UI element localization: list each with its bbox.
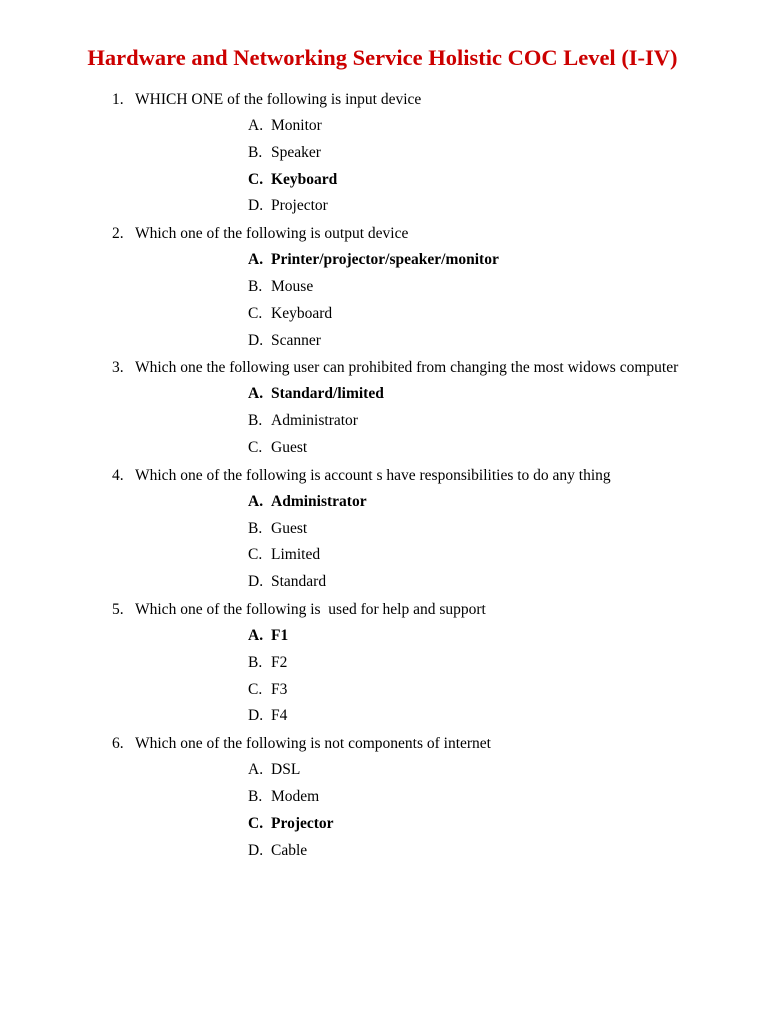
option-item [0,623,768,650]
option-item [0,167,768,194]
question-line [0,730,768,757]
option-letter: A. [248,385,264,403]
option-item [0,328,768,355]
option-letter: A. [248,251,264,269]
option-letter: D. [248,707,264,725]
question-text: Which one the following user can prohibited from changing the most widows computer [135,359,679,377]
option-list [0,381,768,461]
option-list [0,489,768,596]
option-item [0,811,768,838]
option-item [0,435,768,462]
option-letter: B. [248,653,263,671]
option-letter: B. [248,412,263,430]
question-list [0,86,768,864]
question-line [0,354,768,381]
option-text: Guest [271,438,308,456]
option-item [0,301,768,328]
option-text: Monitor [271,117,322,134]
question-text: Which one of the following is used for help and support [135,600,486,618]
option-item [0,140,768,167]
option-text: Scanner [271,331,321,349]
option-item [0,381,768,408]
option-text: F2 [271,653,288,671]
question-line [0,462,768,489]
option-text: Guest [271,519,308,537]
option-text: F4 [271,707,288,725]
question-item [0,354,768,461]
option-letter: C. [248,814,264,832]
option-text: DSL [271,761,301,779]
option-list [0,757,768,864]
option-item [0,703,768,730]
option-text: Printer/projector/speaker/monitor [271,251,499,269]
option-letter: C. [248,680,263,698]
option-list [0,623,768,730]
option-letter: B. [248,787,263,805]
option-text: Modem [271,787,320,805]
option-item [0,408,768,435]
option-item [0,113,768,140]
option-letter: B. [248,519,263,537]
question-text: WHICH ONE of the following is input device [135,91,422,108]
option-letter: D. [248,197,264,215]
option-item [0,838,768,865]
question-number: 1. [112,91,124,108]
option-item [0,542,768,569]
question-text: Which one of the following is not components of internet [135,735,491,753]
question-item [0,596,768,730]
question-item [0,220,768,354]
option-item [0,516,768,543]
option-text: Speaker [271,143,321,161]
option-letter: C. [248,170,264,188]
option-text: Projector [271,814,334,832]
option-text: Keyboard [271,304,333,322]
option-text: Standard/limited [271,385,384,403]
question-item [0,730,768,864]
option-item [0,489,768,516]
question-line [0,86,768,113]
question-number: 5. [112,600,124,618]
option-letter: C. [248,546,263,564]
option-item [0,274,768,301]
option-item [0,569,768,596]
option-item [0,677,768,704]
option-text: Projector [271,197,328,215]
question-text: Which one of the following is account s have responsibilities to do any thing [135,466,611,484]
question-number: 6. [112,735,124,753]
option-letter: C. [248,438,263,456]
option-text: Cable [271,841,308,859]
option-text: Administrator [271,412,358,430]
question-item [0,86,768,220]
option-letter: D. [248,573,264,591]
option-text: Administrator [271,492,367,510]
option-item [0,784,768,811]
question-text: Which one of the following is output device [135,225,409,243]
option-item [0,247,768,274]
option-text: Keyboard [271,170,338,188]
option-text: F3 [271,680,288,698]
option-item [0,757,768,784]
option-letter: A. [248,626,264,644]
option-letter: A. [248,492,264,510]
page-title: Hardware and Networking Service Holistic COC Level (I-IV) [87,45,678,70]
question-number: 3. [112,359,124,377]
question-item [0,462,768,596]
option-letter: B. [248,277,263,295]
option-list [0,113,768,220]
question-number: 4. [112,466,124,484]
question-line [0,220,768,247]
option-letter: D. [248,331,264,349]
option-text: Mouse [271,277,314,295]
option-text: F1 [271,626,289,644]
question-line [0,596,768,623]
option-letter: C. [248,304,263,322]
option-letter: A. [248,117,264,134]
option-item [0,650,768,677]
option-list [0,247,768,354]
option-item [0,193,768,220]
option-text: Standard [271,573,327,591]
option-letter: B. [248,143,263,161]
option-text: Limited [271,546,321,564]
question-number: 2. [112,225,124,243]
option-letter: D. [248,841,264,859]
option-letter: A. [248,761,264,779]
